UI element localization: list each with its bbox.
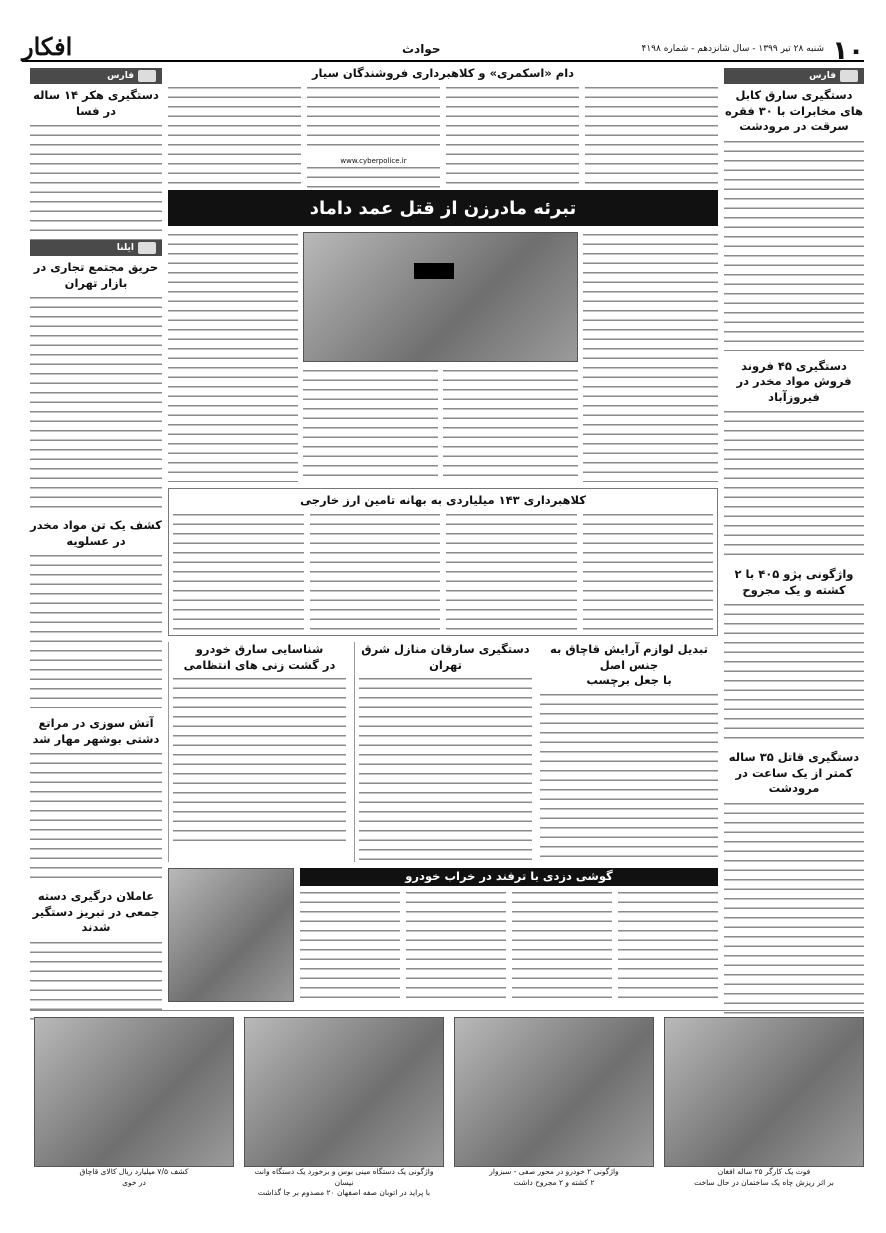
- phone-theft-photo: [168, 868, 294, 1002]
- article-text: [30, 751, 162, 881]
- headline-bushehr-fire: آتش سوزی در مراتع دشتی بوشهر مهار شد: [32, 716, 160, 746]
- map-icon: [840, 70, 858, 82]
- smuggled-goods-photo: [34, 1017, 234, 1167]
- headline-teen-hacker: دستگیری هکر ۱۴ ساله در فسا: [33, 88, 159, 118]
- headline-asaluyeh-drugs: کشف یک تن مواد مخدر در عسلویه: [30, 518, 162, 548]
- phone-theft-headline-bar: [300, 868, 718, 886]
- headline-cosmetics: تبدیل لوازم آرایش قاچاق به جنس اصل: [550, 642, 708, 672]
- main-headline-bar: [168, 190, 718, 226]
- article-text: [30, 123, 162, 253]
- headline-tabriz-fight: عاملان درگیری دسته جمعی در تبریز دستگیر شدند: [32, 889, 160, 935]
- photo-item: فوت یک کارگر ۲۵ ساله افغان بر اثر ریزش چاه یک ساختمان در حال ساخت: [664, 1017, 864, 1188]
- page-number: ۱۰: [832, 36, 864, 66]
- headline-car-thief: شناسایی سارق خودرو: [195, 642, 324, 656]
- courtroom-photo: [303, 232, 578, 362]
- cosmetics-article: [540, 642, 718, 862]
- phone-theft-article: [300, 890, 718, 1002]
- photo-item: واژگونی یک دستگاه مینی بوس و برخورد یک دستگاه وانت نیسان با پراید در اتوبان صفه اصفهان ۲۰ مصدوم بر جا گذاشت: [244, 1017, 444, 1199]
- issue-info: شنبه ۲۸ تیر ۱۳۹۹ - سال شانزدهم - شماره ۴۱۹۸: [641, 44, 824, 54]
- police-url[interactable]: www.cyberpolice.ir: [340, 156, 407, 165]
- headline-burglars: دستگیری سارقان منازل شرق تهران: [361, 642, 530, 672]
- car-thief-article: [168, 642, 346, 862]
- headline-phone-theft: گوشی دزدی با ترفند در خراب خودرو: [405, 869, 613, 884]
- headline-scammers: دام «اسکمری» و کلاهبرداری فروشندگان سیار: [311, 66, 575, 80]
- scammer-article: [168, 66, 718, 199]
- article-text: [30, 553, 162, 708]
- burglars-article: [354, 642, 532, 862]
- photo-strip: [30, 1010, 864, 1220]
- small-articles-row: [168, 642, 718, 862]
- photo-item: کشف ۷/۵ میلیارد ریال کالای قاچاق در خوی: [34, 1017, 234, 1188]
- article-text: [724, 409, 864, 559]
- minibus-crash-photo: [244, 1017, 444, 1167]
- photo-item: واژگونی ۲ خودرو در محور صفی - سبزوار ۲ کشته و ۲ مجروح داشت: [454, 1017, 654, 1188]
- article-text: [30, 295, 162, 510]
- page-header: [22, 32, 864, 66]
- left-column-lower: [30, 260, 162, 1025]
- headline-mother-in-law: تبرئه مادرزن از قتل عمد داماد: [309, 197, 577, 219]
- censor-bar: [414, 263, 454, 279]
- article-text: [724, 602, 864, 742]
- worker-rescue-photo: [664, 1017, 864, 1167]
- headline-drug-dealers: دستگیری ۴۵ فروند فروش مواد مخدر در فیروزآباد: [736, 358, 852, 404]
- section-title: حوادث: [402, 42, 441, 56]
- article-text: [724, 139, 864, 351]
- headline-killer-arrest: دستگیری قاتل ۳۵ ساله کمتر از یک ساعت در مرودشت: [728, 750, 860, 796]
- headline-bazaar-fire: حریق مجتمع تجاری در بازار تهران: [33, 260, 159, 290]
- newspaper-logo: افکار: [22, 32, 73, 61]
- fraud-article: [168, 488, 718, 636]
- headline-peugeot-crash: واژگونی پژو ۴۰۵ با ۲ کشته و یک مجروح: [734, 567, 854, 597]
- section-tag-fars: فارس: [724, 68, 864, 84]
- section-tag-fars-left: فارس: [30, 68, 162, 84]
- map-icon: [138, 242, 156, 254]
- headline-cosmetics-sub: با جعل برچسب: [586, 673, 672, 688]
- headline-car-thief-sub: در گشت زنی های انتظامی: [183, 657, 336, 672]
- car-crash-photo: [454, 1017, 654, 1167]
- headline-fraud: کلاهبرداری ۱۴۳ میلیاردی به بهانه تامین ارز خارجی: [300, 493, 586, 507]
- headline-cable-theft: دستگیری سارق کابل های مخابرات با ۳۰ فقره سرقت در مرودشت: [725, 88, 863, 134]
- right-column: [724, 88, 864, 1051]
- section-tag-isna: ایلنا: [30, 240, 162, 256]
- left-column: [30, 88, 162, 253]
- main-article: [168, 232, 718, 482]
- map-icon: [138, 70, 156, 82]
